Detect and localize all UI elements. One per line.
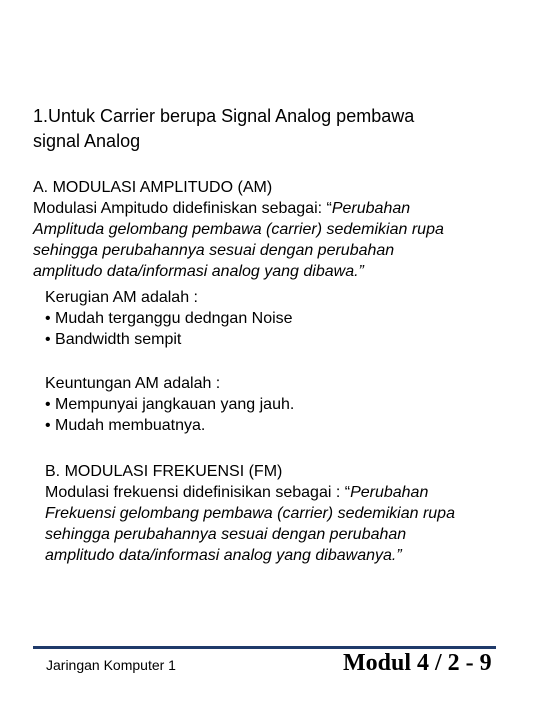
section-fm	[45, 461, 525, 566]
section-am-definition-line-3: sehingga perubahannya sesuai dengan perubahan	[33, 242, 395, 259]
section-fm-definition-line-4: amplitudo data/informasi analog yang dibawanya.”	[45, 547, 402, 564]
keuntungan-title: Keuntungan AM adalah :	[45, 375, 221, 392]
heading-line-1: 1.Untuk Carrier berupa Signal Analog pembawa	[33, 106, 415, 126]
list-item: • Mudah membuatnya.	[45, 417, 206, 434]
section-am-definition-line-1	[33, 198, 513, 219]
footer-module-number: Modul 4 / 2 - 9	[343, 650, 492, 676]
section-am-definition-prefix: Modulasi Ampitudo didefiniskan sebagai: “	[33, 200, 332, 217]
section-fm-definition-italic-1: Perubahan	[350, 484, 429, 501]
section-am-title: A. MODULASI AMPLITUDO (AM)	[33, 179, 273, 196]
section-fm-definition-line-2: Frekuensi gelombang pembawa (carrier) sedemikian rupa	[45, 505, 455, 522]
keuntungan-list	[45, 373, 525, 436]
heading-line-2: signal Analog	[33, 131, 141, 151]
footer-divider	[33, 646, 496, 649]
section-fm-definition-line-3: sehingga perubahannya sesuai dengan perubahan	[45, 526, 407, 543]
footer-course-name: Jaringan Komputer 1	[46, 657, 176, 673]
kerugian-list	[45, 287, 525, 350]
section-fm-definition-line-1	[45, 482, 525, 503]
section-am-definition-italic-1: Perubahan	[331, 200, 411, 217]
slide-heading	[33, 104, 513, 154]
list-item: • Mudah terganggu dedngan Noise	[45, 310, 293, 327]
list-item: • Bandwidth sempit	[45, 331, 182, 348]
section-fm-definition-prefix: Modulasi frekuensi didefinisikan sebagai : “	[45, 484, 351, 501]
kerugian-title: Kerugian AM adalah :	[45, 289, 198, 306]
section-am-definition-line-2: Amplituda gelombang pembawa (carrier) sedemikian rupa	[33, 221, 444, 238]
section-fm-title: B. MODULASI FREKUENSI (FM)	[45, 463, 283, 480]
list-item: • Mempunyai jangkauan yang jauh.	[45, 396, 295, 413]
section-am-definition-line-4: amplitudo data/informasi analog yang dibawa.”	[33, 263, 364, 280]
section-am	[33, 177, 513, 282]
